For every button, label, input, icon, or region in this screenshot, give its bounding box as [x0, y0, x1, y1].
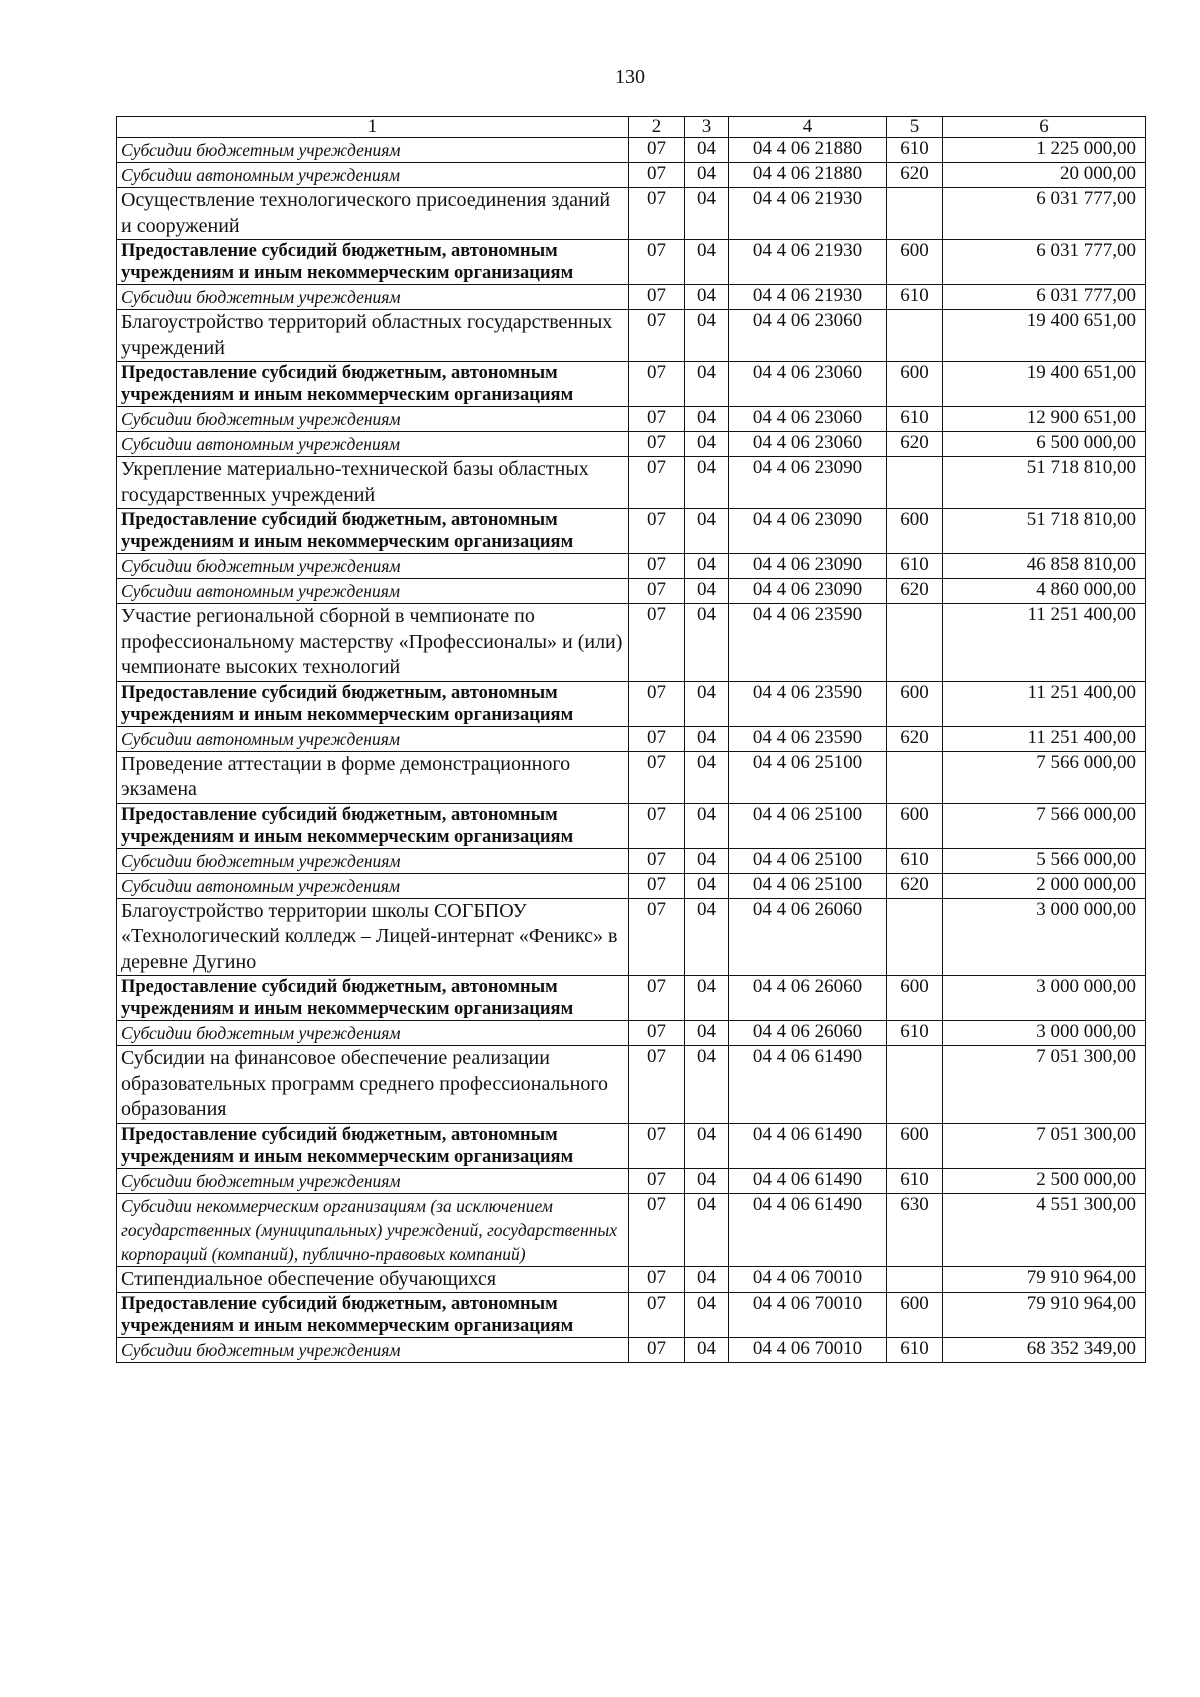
- row-subsection-cell: 04: [685, 803, 729, 848]
- row-name-cell: Предоставление субсидий бюджетным, автономным учреждениям и иным некоммерческим организациям: [117, 1293, 629, 1338]
- row-target-cell: 04 4 06 21880: [729, 138, 887, 163]
- table-row: [117, 138, 1146, 163]
- row-amount-cell: 7 566 000,00: [943, 751, 1146, 803]
- table-row: [117, 579, 1146, 604]
- row-name-cell: Благоустройство территорий областных государственных учреждений: [117, 310, 629, 362]
- row-target-cell: 04 4 06 23090: [729, 457, 887, 509]
- row-subsection-cell: 04: [685, 873, 729, 898]
- row-amount-cell: 46 858 810,00: [943, 554, 1146, 579]
- row-amount-cell: 68 352 349,00: [943, 1338, 1146, 1363]
- page-number: 130: [615, 66, 645, 88]
- table-row: [117, 509, 1146, 554]
- row-section-cell: 07: [629, 751, 685, 803]
- row-amount-cell: 11 251 400,00: [943, 726, 1146, 751]
- row-section-cell: 07: [629, 873, 685, 898]
- table-row: [117, 310, 1146, 362]
- row-name-cell: Субсидии автономным учреждениям: [117, 432, 629, 457]
- row-kind-cell: 610: [887, 1338, 943, 1363]
- row-amount-cell: 1 225 000,00: [943, 138, 1146, 163]
- row-target-cell: 04 4 06 25100: [729, 848, 887, 873]
- row-name-cell: Субсидии некоммерческим организациям (за исключением государственных (муниципальных) учреждений, государственных корпораций (компаний), публично-правовых компаний): [117, 1193, 629, 1266]
- table-row: [117, 803, 1146, 848]
- table-row: [117, 1266, 1146, 1293]
- row-section-cell: 07: [629, 362, 685, 407]
- row-name-cell: Благоустройство территории школы СОГБПОУ «Технологический колледж – Лицей-интернат «Феникс» в деревне Дугино: [117, 898, 629, 976]
- row-kind-cell: 620: [887, 726, 943, 751]
- row-target-cell: 04 4 06 23060: [729, 310, 887, 362]
- row-kind-cell: 600: [887, 509, 943, 554]
- row-name-cell: Субсидии автономным учреждениям: [117, 579, 629, 604]
- row-subsection-cell: 04: [685, 1168, 729, 1193]
- row-subsection-cell: 04: [685, 681, 729, 726]
- table-row: [117, 240, 1146, 285]
- row-amount-cell: 6 031 777,00: [943, 240, 1146, 285]
- row-name-cell: Субсидии бюджетным учреждениям: [117, 285, 629, 310]
- row-target-cell: 04 4 06 61490: [729, 1193, 887, 1266]
- row-section-cell: 07: [629, 240, 685, 285]
- table-row: [117, 1046, 1146, 1124]
- row-target-cell: 04 4 06 23060: [729, 432, 887, 457]
- table-row: [117, 188, 1146, 240]
- row-section-cell: 07: [629, 163, 685, 188]
- row-target-cell: 04 4 06 25100: [729, 751, 887, 803]
- row-name-cell: Предоставление субсидий бюджетным, автономным учреждениям и иным некоммерческим организациям: [117, 240, 629, 285]
- row-subsection-cell: 04: [685, 1123, 729, 1168]
- header-cell: 5: [887, 117, 943, 138]
- row-kind-cell: [887, 310, 943, 362]
- row-section-cell: 07: [629, 681, 685, 726]
- row-amount-cell: 11 251 400,00: [943, 604, 1146, 682]
- row-name-cell: Субсидии автономным учреждениям: [117, 726, 629, 751]
- row-target-cell: 04 4 06 23090: [729, 509, 887, 554]
- row-target-cell: 04 4 06 21880: [729, 163, 887, 188]
- row-target-cell: 04 4 06 26060: [729, 976, 887, 1021]
- row-amount-cell: 7 566 000,00: [943, 803, 1146, 848]
- row-subsection-cell: 04: [685, 163, 729, 188]
- row-name-cell: Предоставление субсидий бюджетным, автономным учреждениям и иным некоммерческим организациям: [117, 362, 629, 407]
- row-name-cell: Субсидии бюджетным учреждениям: [117, 1338, 629, 1363]
- row-amount-cell: 6 500 000,00: [943, 432, 1146, 457]
- row-subsection-cell: 04: [685, 1193, 729, 1266]
- row-kind-cell: 610: [887, 1168, 943, 1193]
- row-name-cell: Субсидии автономным учреждениям: [117, 873, 629, 898]
- row-kind-cell: 600: [887, 803, 943, 848]
- table-row: [117, 362, 1146, 407]
- table-row: [117, 554, 1146, 579]
- row-kind-cell: 600: [887, 1293, 943, 1338]
- row-kind-cell: [887, 1266, 943, 1293]
- row-kind-cell: 610: [887, 138, 943, 163]
- row-kind-cell: 630: [887, 1193, 943, 1266]
- row-amount-cell: 3 000 000,00: [943, 898, 1146, 976]
- row-subsection-cell: 04: [685, 310, 729, 362]
- row-section-cell: 07: [629, 579, 685, 604]
- header-cell: 4: [729, 117, 887, 138]
- table-row: [117, 1193, 1146, 1266]
- row-kind-cell: 620: [887, 873, 943, 898]
- budget-table: [116, 116, 1146, 1363]
- row-subsection-cell: 04: [685, 579, 729, 604]
- row-amount-cell: 3 000 000,00: [943, 1021, 1146, 1046]
- row-target-cell: 04 4 06 21930: [729, 240, 887, 285]
- row-subsection-cell: 04: [685, 457, 729, 509]
- row-kind-cell: 620: [887, 432, 943, 457]
- row-section-cell: 07: [629, 1168, 685, 1193]
- row-amount-cell: 12 900 651,00: [943, 407, 1146, 432]
- row-section-cell: 07: [629, 457, 685, 509]
- row-section-cell: 07: [629, 1123, 685, 1168]
- row-target-cell: 04 4 06 61490: [729, 1168, 887, 1193]
- row-amount-cell: 51 718 810,00: [943, 457, 1146, 509]
- row-section-cell: 07: [629, 726, 685, 751]
- row-target-cell: 04 4 06 61490: [729, 1123, 887, 1168]
- row-subsection-cell: 04: [685, 848, 729, 873]
- row-amount-cell: 6 031 777,00: [943, 285, 1146, 310]
- row-target-cell: 04 4 06 70010: [729, 1293, 887, 1338]
- table-row: [117, 1123, 1146, 1168]
- row-name-cell: Предоставление субсидий бюджетным, автономным учреждениям и иным некоммерческим организациям: [117, 976, 629, 1021]
- header-row: [117, 117, 1146, 138]
- header-cell: 1: [117, 117, 629, 138]
- row-name-cell: Субсидии бюджетным учреждениям: [117, 407, 629, 432]
- row-section-cell: 07: [629, 803, 685, 848]
- row-name-cell: Предоставление субсидий бюджетным, автономным учреждениям и иным некоммерческим организациям: [117, 509, 629, 554]
- row-name-cell: Субсидии бюджетным учреждениям: [117, 1168, 629, 1193]
- header-cell: 2: [629, 117, 685, 138]
- row-amount-cell: 20 000,00: [943, 163, 1146, 188]
- row-kind-cell: 600: [887, 240, 943, 285]
- row-section-cell: 07: [629, 1021, 685, 1046]
- row-section-cell: 07: [629, 285, 685, 310]
- row-target-cell: 04 4 06 23590: [729, 726, 887, 751]
- row-name-cell: Предоставление субсидий бюджетным, автономным учреждениям и иным некоммерческим организациям: [117, 1123, 629, 1168]
- row-kind-cell: [887, 1046, 943, 1124]
- row-section-cell: 07: [629, 138, 685, 163]
- row-subsection-cell: 04: [685, 432, 729, 457]
- row-name-cell: Субсидии на финансовое обеспечение реализации образовательных программ среднего профессионального образования: [117, 1046, 629, 1124]
- table-row: [117, 163, 1146, 188]
- row-amount-cell: 6 031 777,00: [943, 188, 1146, 240]
- row-section-cell: 07: [629, 1338, 685, 1363]
- row-section-cell: 07: [629, 1293, 685, 1338]
- row-target-cell: 04 4 06 25100: [729, 873, 887, 898]
- row-amount-cell: 7 051 300,00: [943, 1046, 1146, 1124]
- table-row: [117, 681, 1146, 726]
- row-section-cell: 07: [629, 898, 685, 976]
- row-name-cell: Субсидии бюджетным учреждениям: [117, 554, 629, 579]
- row-name-cell: Стипендиальное обеспечение обучающихся: [117, 1266, 629, 1293]
- row-kind-cell: [887, 604, 943, 682]
- row-kind-cell: 610: [887, 848, 943, 873]
- row-section-cell: 07: [629, 604, 685, 682]
- row-kind-cell: 610: [887, 554, 943, 579]
- row-kind-cell: 610: [887, 407, 943, 432]
- row-kind-cell: [887, 751, 943, 803]
- row-target-cell: 04 4 06 26060: [729, 898, 887, 976]
- row-subsection-cell: 04: [685, 898, 729, 976]
- row-name-cell: Субсидии автономным учреждениям: [117, 163, 629, 188]
- row-subsection-cell: 04: [685, 362, 729, 407]
- row-name-cell: Предоставление субсидий бюджетным, автономным учреждениям и иным некоммерческим организациям: [117, 803, 629, 848]
- table-row: [117, 976, 1146, 1021]
- table-row: [117, 1021, 1146, 1046]
- row-amount-cell: 79 910 964,00: [943, 1293, 1146, 1338]
- row-name-cell: Предоставление субсидий бюджетным, автономным учреждениям и иным некоммерческим организациям: [117, 681, 629, 726]
- row-subsection-cell: 04: [685, 1021, 729, 1046]
- row-subsection-cell: 04: [685, 240, 729, 285]
- table-row: [117, 726, 1146, 751]
- row-name-cell: Субсидии бюджетным учреждениям: [117, 848, 629, 873]
- row-subsection-cell: 04: [685, 976, 729, 1021]
- row-subsection-cell: 04: [685, 1338, 729, 1363]
- row-amount-cell: 4 860 000,00: [943, 579, 1146, 604]
- row-amount-cell: 79 910 964,00: [943, 1266, 1146, 1293]
- row-subsection-cell: 04: [685, 554, 729, 579]
- row-section-cell: 07: [629, 848, 685, 873]
- row-section-cell: 07: [629, 509, 685, 554]
- table-row: [117, 1293, 1146, 1338]
- row-target-cell: 04 4 06 23090: [729, 554, 887, 579]
- row-name-cell: Осуществление технологического присоединения зданий и сооружений: [117, 188, 629, 240]
- row-amount-cell: 5 566 000,00: [943, 848, 1146, 873]
- row-amount-cell: 19 400 651,00: [943, 310, 1146, 362]
- row-section-cell: 07: [629, 188, 685, 240]
- row-amount-cell: 2 000 000,00: [943, 873, 1146, 898]
- row-kind-cell: 610: [887, 285, 943, 310]
- row-kind-cell: [887, 188, 943, 240]
- row-kind-cell: [887, 457, 943, 509]
- row-target-cell: 04 4 06 23060: [729, 407, 887, 432]
- row-target-cell: 04 4 06 25100: [729, 803, 887, 848]
- table-row: [117, 285, 1146, 310]
- row-target-cell: 04 4 06 23060: [729, 362, 887, 407]
- row-kind-cell: 600: [887, 362, 943, 407]
- table-row: [117, 751, 1146, 803]
- header-cell: 6: [943, 117, 1146, 138]
- table-row: [117, 1168, 1146, 1193]
- row-subsection-cell: 04: [685, 285, 729, 310]
- row-name-cell: Участие региональной сборной в чемпионате по профессиональному мастерству «Профессионалы» и (или) чемпионате высоких технологий: [117, 604, 629, 682]
- table-body: [117, 117, 1146, 1363]
- table-row: [117, 432, 1146, 457]
- row-amount-cell: 2 500 000,00: [943, 1168, 1146, 1193]
- row-kind-cell: 610: [887, 1021, 943, 1046]
- row-name-cell: Укрепление материально-технической базы областных государственных учреждений: [117, 457, 629, 509]
- header-cell: 3: [685, 117, 729, 138]
- row-amount-cell: 19 400 651,00: [943, 362, 1146, 407]
- row-section-cell: 07: [629, 976, 685, 1021]
- row-subsection-cell: 04: [685, 509, 729, 554]
- table-row: [117, 873, 1146, 898]
- row-target-cell: 04 4 06 21930: [729, 188, 887, 240]
- row-target-cell: 04 4 06 70010: [729, 1338, 887, 1363]
- row-section-cell: 07: [629, 310, 685, 362]
- row-section-cell: 07: [629, 1193, 685, 1266]
- table-row: [117, 407, 1146, 432]
- row-subsection-cell: 04: [685, 1266, 729, 1293]
- row-subsection-cell: 04: [685, 138, 729, 163]
- row-section-cell: 07: [629, 1266, 685, 1293]
- row-subsection-cell: 04: [685, 407, 729, 432]
- row-name-cell: Субсидии бюджетным учреждениям: [117, 138, 629, 163]
- row-amount-cell: 3 000 000,00: [943, 976, 1146, 1021]
- row-target-cell: 04 4 06 23590: [729, 604, 887, 682]
- row-target-cell: 04 4 06 23090: [729, 579, 887, 604]
- row-target-cell: 04 4 06 70010: [729, 1266, 887, 1293]
- row-kind-cell: 620: [887, 163, 943, 188]
- row-amount-cell: 11 251 400,00: [943, 681, 1146, 726]
- table-row: [117, 848, 1146, 873]
- row-section-cell: 07: [629, 1046, 685, 1124]
- row-amount-cell: 7 051 300,00: [943, 1123, 1146, 1168]
- table-row: [117, 604, 1146, 682]
- row-kind-cell: 620: [887, 579, 943, 604]
- row-subsection-cell: 04: [685, 604, 729, 682]
- table-row: [117, 457, 1146, 509]
- row-section-cell: 07: [629, 432, 685, 457]
- table-row: [117, 898, 1146, 976]
- row-kind-cell: 600: [887, 681, 943, 726]
- row-subsection-cell: 04: [685, 751, 729, 803]
- row-amount-cell: 51 718 810,00: [943, 509, 1146, 554]
- row-target-cell: 04 4 06 61490: [729, 1046, 887, 1124]
- row-kind-cell: 600: [887, 976, 943, 1021]
- row-target-cell: 04 4 06 26060: [729, 1021, 887, 1046]
- row-subsection-cell: 04: [685, 188, 729, 240]
- row-amount-cell: 4 551 300,00: [943, 1193, 1146, 1266]
- row-kind-cell: [887, 898, 943, 976]
- row-kind-cell: 600: [887, 1123, 943, 1168]
- row-name-cell: Субсидии бюджетным учреждениям: [117, 1021, 629, 1046]
- row-section-cell: 07: [629, 554, 685, 579]
- table-row: [117, 1338, 1146, 1363]
- row-subsection-cell: 04: [685, 1046, 729, 1124]
- row-subsection-cell: 04: [685, 726, 729, 751]
- row-target-cell: 04 4 06 23590: [729, 681, 887, 726]
- row-target-cell: 04 4 06 21930: [729, 285, 887, 310]
- row-section-cell: 07: [629, 407, 685, 432]
- row-subsection-cell: 04: [685, 1293, 729, 1338]
- row-name-cell: Проведение аттестации в форме демонстрационного экзамена: [117, 751, 629, 803]
